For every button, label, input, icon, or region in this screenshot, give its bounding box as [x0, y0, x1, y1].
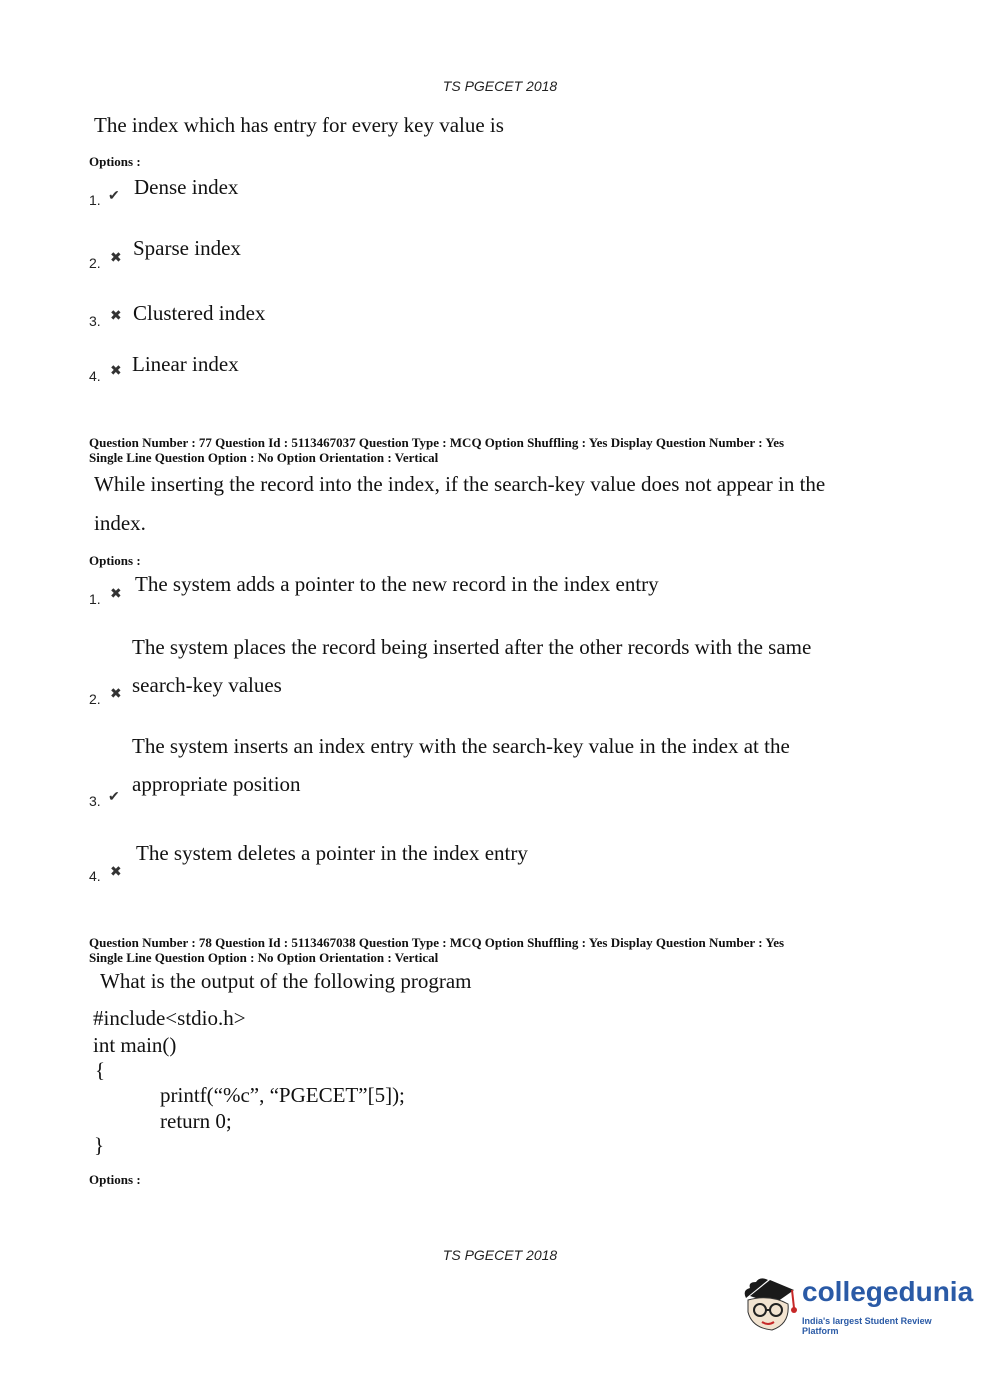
question-78-text: What is the output of the following program	[100, 969, 472, 993]
question-77-text: While inserting the record into the index, if the search-key value does not appear in the	[94, 472, 826, 496]
options-label: Options :	[89, 553, 141, 568]
option-text: The system adds a pointer to the new record in the index entry	[135, 572, 659, 596]
option-text: Dense index	[134, 175, 239, 199]
option-text: Linear index	[132, 352, 239, 376]
wrong-cross-icon: ✖	[110, 865, 122, 880]
correct-check-icon: ✔	[108, 790, 120, 805]
option-text: The system inserts an index entry with the search-key value in the index at the	[132, 734, 790, 758]
question-77-meta: Single Line Question Option : No Option Orientation : Vertical	[89, 450, 439, 465]
wrong-cross-icon: ✖	[110, 364, 122, 379]
option-text: search-key values	[132, 673, 282, 697]
question-76-text: The index which has entry for every key value is	[94, 113, 504, 137]
code-line: printf(“%c”, “PGECET”[5]);	[160, 1083, 405, 1107]
option-number: 2.	[89, 255, 101, 271]
mascot-icon	[740, 1268, 802, 1338]
code-line: {	[95, 1058, 106, 1082]
wrong-cross-icon: ✖	[110, 251, 122, 266]
option-number: 1.	[89, 591, 101, 607]
question-78-meta: Single Line Question Option : No Option Orientation : Vertical	[89, 950, 439, 965]
code-line: return 0;	[160, 1109, 232, 1133]
page-footer: TS PGECET 2018	[442, 1247, 558, 1263]
question-77-text: index.	[94, 511, 146, 535]
option-number: 4.	[89, 868, 101, 884]
wrong-cross-icon: ✖	[110, 687, 122, 702]
correct-check-icon: ✔	[108, 189, 120, 204]
page-header: TS PGECET 2018	[442, 78, 558, 94]
option-text: Clustered index	[133, 301, 266, 325]
wrong-cross-icon: ✖	[110, 587, 122, 602]
option-number: 3.	[89, 793, 101, 809]
wrong-cross-icon: ✖	[110, 309, 122, 324]
option-number: 2.	[89, 691, 101, 707]
option-text: The system deletes a pointer in the index entry	[136, 841, 528, 865]
option-number: 4.	[89, 368, 101, 384]
option-text: appropriate position	[132, 772, 301, 796]
option-text: The system places the record being inserted after the other records with the same	[132, 635, 812, 659]
options-label: Options :	[89, 154, 141, 169]
option-number: 1.	[89, 192, 101, 208]
option-number: 3.	[89, 313, 101, 329]
code-line: #include<stdio.h>	[93, 1006, 246, 1030]
logo-tagline: India's largest Student Review Platform	[802, 1316, 932, 1336]
code-line: int main()	[93, 1033, 177, 1057]
question-77-meta: Question Number : 77 Question Id : 5113467037 Question Type : MCQ Option Shuffling : Yes Display Question Number : Yes	[89, 435, 785, 450]
code-line: }	[94, 1133, 105, 1157]
option-text: Sparse index	[133, 236, 241, 260]
question-78-meta: Question Number : 78 Question Id : 5113467038 Question Type : MCQ Option Shuffling : Yes Display Question Number : Yes	[89, 935, 785, 950]
options-label: Options :	[89, 1172, 141, 1187]
logo-wordmark: collegedunia	[802, 1276, 974, 1307]
collegedunia-logo	[740, 1268, 974, 1338]
